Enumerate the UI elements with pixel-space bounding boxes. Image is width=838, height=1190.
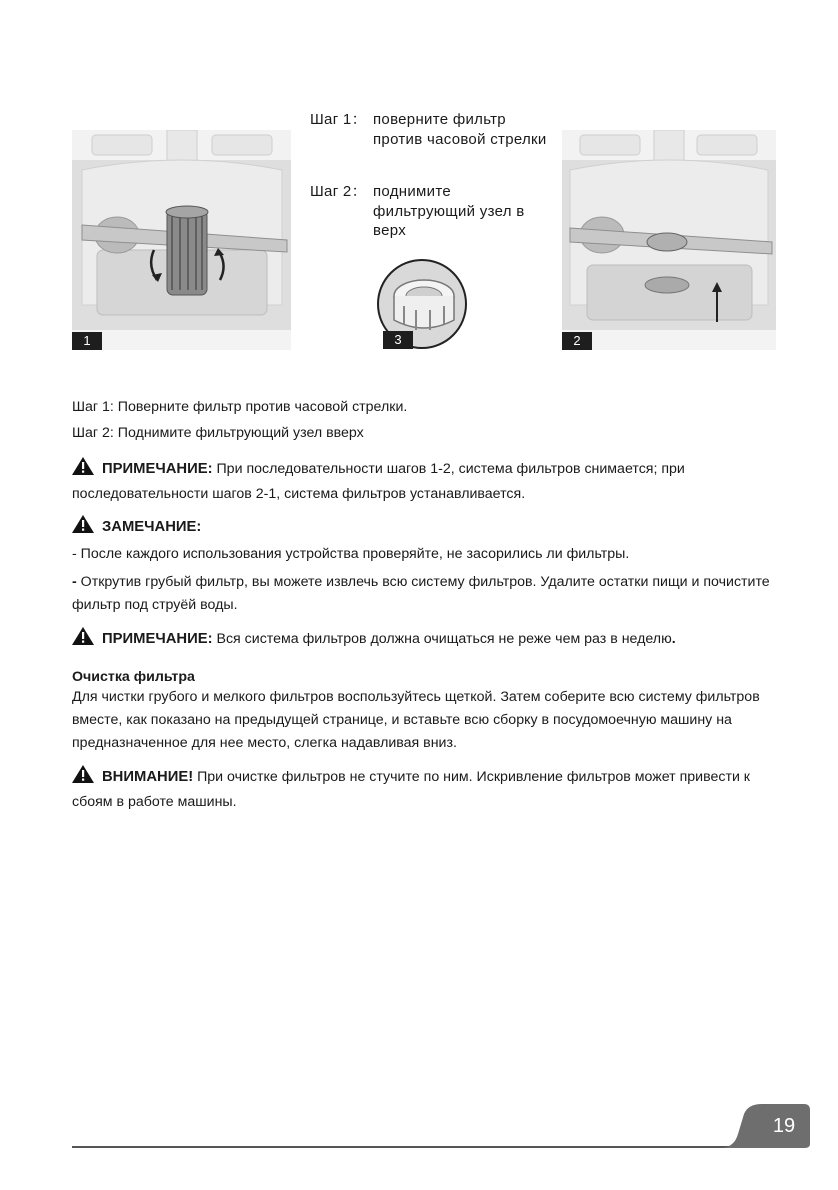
remark-item-2-text: Открутив грубый фильтр, вы можете извлечь всю систему фильтров. Удалите остатки пищи и почистите фильтр под струёй воды. bbox=[72, 574, 770, 613]
note-1 bbox=[72, 457, 772, 506]
warning-icon bbox=[72, 515, 94, 541]
note-2-text: Вся система фильтров должна очищаться не реже чем раз в неделю bbox=[212, 631, 672, 647]
figure-2-photo bbox=[562, 130, 776, 350]
step-1 bbox=[310, 110, 550, 170]
page-number: 19 bbox=[772, 1115, 796, 1137]
remark-item-2 bbox=[72, 571, 772, 617]
warning-icon bbox=[72, 627, 94, 653]
warning-heading: ВНИМАНИЕ! bbox=[102, 769, 194, 785]
step-2 bbox=[310, 182, 550, 242]
cleaning-text: Для чистки грубого и мелкого фильтров воспользуйтесь щеткой. Затем соберите всю систему фильтров вместе, как показано на предыдущей странице, и вставьте всю сборку в посудомоечную машину на предназначенное для нее место, слегка надавливая вниз. bbox=[72, 689, 760, 751]
note-2-end: . bbox=[671, 631, 676, 647]
figure-1-label: 1 bbox=[72, 332, 102, 350]
note-1-text: При последовательности шагов 1-2, система фильтров снимается; при последовательности шагов 2-1, система фильтров устанавливается. bbox=[72, 461, 685, 502]
footer-rule bbox=[72, 1146, 732, 1148]
warning-text: При очистке фильтров не стучите по ним. Искривление фильтров может привести к сбоям в работе машины. bbox=[72, 769, 751, 810]
step-line-1: Шаг 1: Поверните фильтр против часовой стрелки. bbox=[72, 399, 408, 415]
figure-2-label: 2 bbox=[562, 332, 592, 350]
note-2 bbox=[72, 627, 772, 653]
cleaning-title: Очистка фильтра bbox=[72, 669, 195, 685]
warning-icon bbox=[72, 765, 94, 791]
note-2-heading: ПРИМЕЧАНИЕ: bbox=[102, 631, 213, 647]
step-1-text: поверните фильтр против часовой стрелки bbox=[373, 111, 547, 148]
step-2-text: поднимите фильтрующий узел в верх bbox=[373, 183, 525, 239]
step-2-label: Шаг 2： bbox=[310, 183, 367, 200]
figure-3-label: 3 bbox=[383, 331, 413, 349]
step-1-label: Шаг 1： bbox=[310, 111, 367, 128]
remark-item-2-dash: - bbox=[72, 574, 77, 590]
note-1-heading: ПРИМЕЧАНИЕ: bbox=[102, 461, 213, 477]
step-line-2: Шаг 2: Поднимите фильтрующий узел вверх bbox=[72, 425, 364, 441]
remark-heading-row bbox=[72, 515, 772, 541]
remark-item-1: - После каждого использования устройства проверяйте, не засорились ли фильтры. bbox=[72, 546, 630, 562]
figure-1-photo bbox=[72, 130, 291, 350]
warning-block bbox=[72, 765, 772, 814]
remark-heading: ЗАМЕЧАНИЕ: bbox=[102, 519, 202, 535]
warning-icon bbox=[72, 457, 94, 483]
